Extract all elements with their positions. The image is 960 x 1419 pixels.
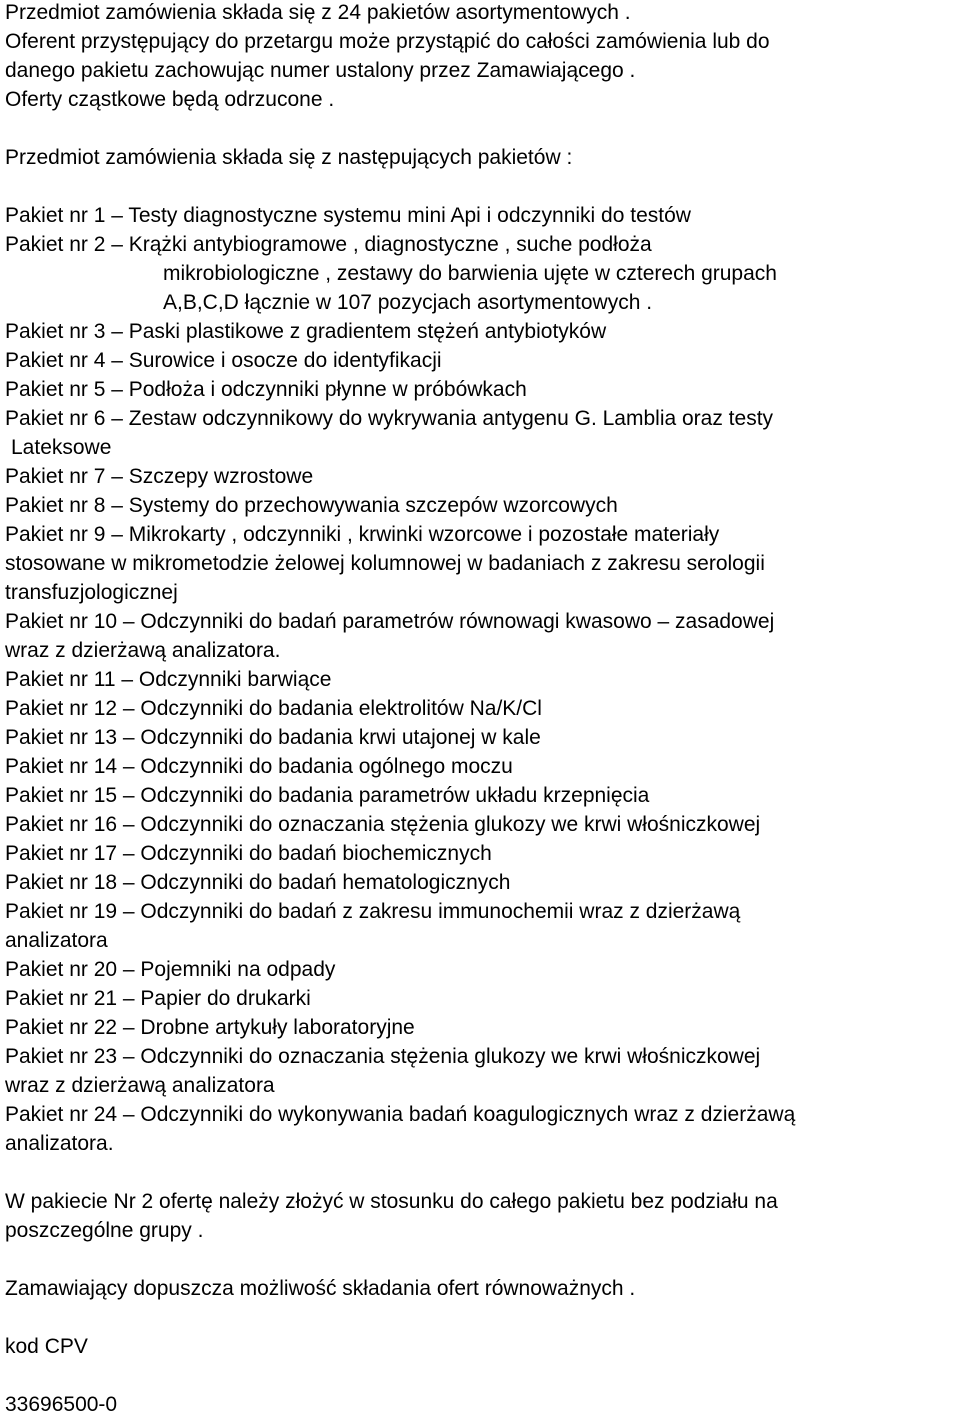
package-17: Pakiet nr 17 – Odczynniki do badań biochemicznych (5, 842, 492, 865)
spacer (5, 1245, 960, 1274)
package-2-note-line-1: W pakiecie Nr 2 ofertę należy złożyć w stosunku do całego pakietu bez podziału na (5, 1190, 778, 1213)
package-9-continuation: transfuzjologicznej (5, 581, 178, 604)
package-24-continuation: analizatora. (5, 1132, 114, 1155)
package-3: Pakiet nr 3 – Paski plastikowe z gradientem stężeń antybiotyków (5, 320, 607, 343)
cpv-code: 33696500-0 (5, 1393, 118, 1416)
intro-line-2: Oferent przystępujący do przetargu może przystąpić do całości zamówienia lub do (5, 30, 770, 53)
package-10-continuation: wraz z dzierżawą analizatora. (5, 639, 281, 662)
package-24: Pakiet nr 24 – Odczynniki do wykonywania badań koagulogicznych wraz z dzierżawą (5, 1103, 796, 1126)
package-19-continuation: analizatora (5, 929, 108, 952)
document-body (5, 0, 960, 1419)
package-2: Pakiet nr 2 – Krążki antybiogramowe , diagnostyczne , suche podłoża (5, 233, 652, 256)
spacer (5, 114, 960, 143)
package-6-continuation: Lateksowe (11, 436, 112, 459)
package-2-note-line-2: poszczególne grupy . (5, 1219, 204, 1242)
package-20: Pakiet nr 20 – Pojemniki na odpady (5, 958, 336, 981)
package-21: Pakiet nr 21 – Papier do drukarki (5, 987, 311, 1010)
package-12: Pakiet nr 12 – Odczynniki do badania elektrolitów Na/K/Cl (5, 697, 542, 720)
intro-line-3: danego pakietu zachowując numer ustalony przez Zamawiającego . (5, 59, 636, 82)
package-9-continuation: stosowane w mikrometodzie żelowej kolumnowej w badaniach z zakresu serologii (5, 552, 765, 575)
spacer (5, 172, 960, 201)
package-23-continuation: wraz z dzierżawą analizatora (5, 1074, 275, 1097)
package-16: Pakiet nr 16 – Odczynniki do oznaczania stężenia glukozy we krwi włośniczkowej (5, 813, 761, 836)
package-15: Pakiet nr 15 – Odczynniki do badania parametrów układu krzepnięcia (5, 784, 650, 807)
spacer (5, 1303, 960, 1332)
package-8: Pakiet nr 8 – Systemy do przechowywania szczepów wzorcowych (5, 494, 618, 517)
package-23: Pakiet nr 23 – Odczynniki do oznaczania stężenia glukozy we krwi włośniczkowej (5, 1045, 761, 1068)
package-14: Pakiet nr 14 – Odczynniki do badania ogólnego moczu (5, 755, 513, 778)
package-11: Pakiet nr 11 – Odczynniki barwiące (5, 668, 332, 691)
spacer (5, 1361, 960, 1390)
package-1: Pakiet nr 1 – Testy diagnostyczne systemu mini Api i odczynniki do testów (5, 204, 691, 227)
package-22: Pakiet nr 22 – Drobne artykuły laboratoryjne (5, 1016, 415, 1039)
package-5: Pakiet nr 5 – Podłoża i odczynniki płynne w próbówkach (5, 378, 527, 401)
intro-line-1: Przedmiot zamówienia składa się z 24 pakietów asortymentowych . (5, 1, 631, 24)
package-7: Pakiet nr 7 – Szczepy wzrostowe (5, 465, 314, 488)
package-2-continuation: A,B,C,D łącznie w 107 pozycjach asortymentowych . (163, 291, 653, 314)
package-9: Pakiet nr 9 – Mikrokarty , odczynniki , krwinki wzorcowe i pozostałe materiały (5, 523, 720, 546)
package-18: Pakiet nr 18 – Odczynniki do badań hematologicznych (5, 871, 511, 894)
spacer (5, 1158, 960, 1187)
packages-heading: Przedmiot zamówienia składa się z następujących pakietów : (5, 146, 573, 169)
package-10: Pakiet nr 10 – Odczynniki do badań parametrów równowagi kwasowo – zasadowej (5, 610, 775, 633)
intro-line-4: Oferty cząstkowe będą odrzucone . (5, 88, 335, 111)
cpv-label: kod CPV (5, 1335, 88, 1358)
package-2-continuation: mikrobiologiczne , zestawy do barwienia ujęte w czterech grupach (163, 262, 777, 285)
package-13: Pakiet nr 13 – Odczynniki do badania krwi utajonej w kale (5, 726, 541, 749)
package-6: Pakiet nr 6 – Zestaw odczynnikowy do wykrywania antygenu G. Lamblia oraz testy (5, 407, 774, 430)
equivalent-offers-statement: Zamawiający dopuszcza możliwość składania ofert równoważnych . (5, 1277, 636, 1300)
package-4: Pakiet nr 4 – Surowice i osocze do identyfikacji (5, 349, 442, 372)
package-19: Pakiet nr 19 – Odczynniki do badań z zakresu immunochemii wraz z dzierżawą (5, 900, 741, 923)
